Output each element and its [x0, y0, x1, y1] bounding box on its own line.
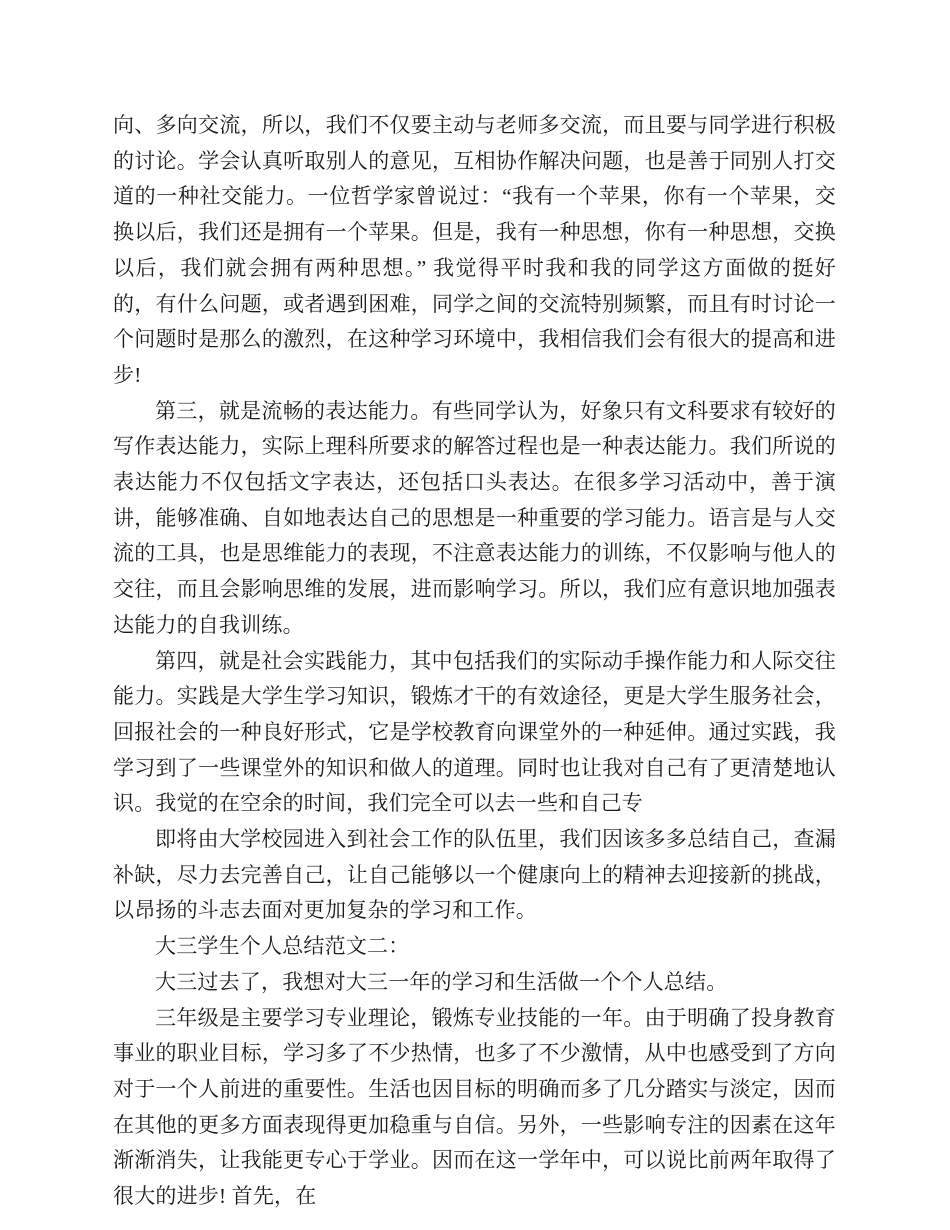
document-paragraph: 大三过去了，我想对大三一年的学习和生活做一个个人总结。 — [155, 969, 728, 994]
document-paragraph: 大三学生个人总结范文二： — [155, 934, 410, 959]
document-paragraph: 第四，就是社会实践能力，其中包括我们的实际动手操作能力和人际交往能力。实践是大学生学习知识，锻炼才干的有效途径，更是大学生服务社会，回报社会的一种良好形式，它是学校教育向课堂外的一种延伸。通过实践，我学习到了一些课堂外的知识和做人的道理。同时也让我对自己有了更清楚地认识。我觉的在空余的时间，我们完全可以去一些和自己专 — [113, 648, 836, 816]
document-paragraph: 向、多向交流，所以，我们不仅要主动与老师多交流，而且要与同学进行积极的讨论。学会认真听取别人的意见，互相协作解决问题，也是善于同别人打交道的一种社交能力。一位哲学家曾说过：“我有一个苹果，你有一个苹果，交换以后，我们还是拥有一个苹果。但是，我有一种思想，你有一种思想，交换以后，我们就会拥有两种思想。” 我觉得平时我和我的同学这方面做的挺好的，有什么问题，或者遇到困难，同学之间的交流特别频繁，而且有时讨论一个问题时是那么的激烈，在这种学习环境中，我相信我们会有很大的提高和进步! — [113, 113, 836, 387]
document-text-block — [113, 108, 836, 1215]
document-paragraph: 第三，就是流畅的表达能力。有些同学认为，好象只有文科要求有较好的写作表达能力，实际上理科所要求的解答过程也是一种表达能力。我们所说的表达能力不仅包括文字表达，还包括口头表达。在很多学习活动中，善于演讲，能够准确、自如地表达自己的思想是一种重要的学习能力。语言是与人交流的工具，也是思维能力的表现，不注意表达能力的训练，不仅影响与他人的交往，而且会影响思维的发展，进而影响学习。所以，我们应有意识地加强表达能力的自我训练。 — [113, 398, 836, 637]
document-paragraph: 三年级是主要学习专业理论，锻炼专业技能的一年。由于明确了投身教育事业的职业目标，学习多了不少热情，也多了不少激情，从中也感受到了方向对于一个人前进的重要性。生活也因目标的明确而多了几分踏实与淡定，因而在其他的更多方面表现得更加稳重与自信。另外，一些影响专注的因素在这年渐渐消失，让我能更专心于学业。因而在这一学年中，可以说比前两年取得了很大的进步! 首先，在 — [113, 1005, 836, 1209]
document-paragraph: 即将由大学校园进入到社会工作的队伍里，我们因该多多总结自己，查漏补缺，尽力去完善自己，让自己能够以一个健康向上的精神去迎接新的挑战，以昂扬的斗志去面对更加复杂的学习和工作。 — [113, 827, 836, 923]
